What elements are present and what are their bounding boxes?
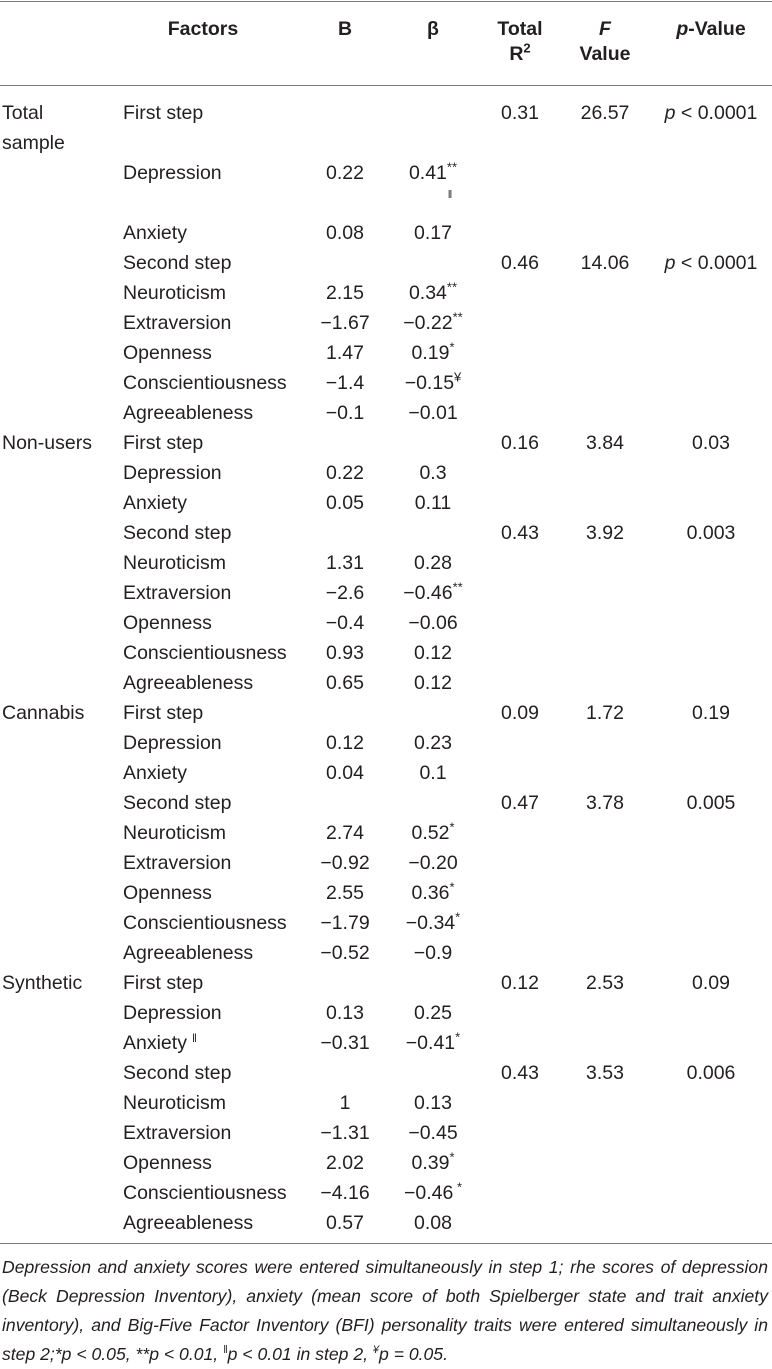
beta-cell: 0.34** — [408, 279, 458, 304]
b-cell: 0.12 — [326, 732, 364, 754]
p-value-cell: p < 0.0001 — [664, 252, 758, 274]
r2-cell: 0.43 — [501, 1062, 539, 1084]
beta-cell: −0.46** — [403, 579, 463, 604]
factor-cell: Conscientiousness — [123, 1182, 287, 1204]
header-b: B — [337, 18, 353, 40]
beta-cell: 0.11 — [414, 492, 452, 514]
b-cell: 0.22 — [326, 462, 364, 484]
beta-cell: −0.45 — [408, 1122, 458, 1144]
p-value-cell: 0.03 — [692, 432, 730, 454]
factor-cell: First step — [123, 702, 204, 724]
factor-cell: Openness — [123, 612, 212, 634]
b-cell: −0.52 — [320, 942, 370, 964]
r2-cell: 0.43 — [501, 522, 539, 544]
f-value-cell: 1.72 — [586, 702, 624, 724]
b-cell: 1.31 — [326, 552, 364, 574]
beta-cell: −0.06 — [408, 612, 458, 634]
factor-cell: Depression — [123, 732, 222, 754]
factor-cell: Neuroticism — [123, 282, 226, 304]
beta-cell: −0.34* — [405, 909, 461, 934]
factor-cell: Anxiety — [123, 222, 187, 244]
b-cell: 0.05 — [326, 492, 364, 514]
beta-cell: 0.13 — [414, 1092, 452, 1114]
beta-cell: 0.12 — [414, 642, 452, 664]
group-label: Non-users — [2, 432, 92, 454]
b-cell: 0.04 — [326, 762, 364, 784]
f-value-cell: 2.53 — [586, 972, 624, 994]
beta-cell: 0.12 — [414, 672, 452, 694]
factor-cell: Extraversion — [123, 1122, 232, 1144]
group-label: Cannabis — [2, 702, 85, 724]
p-value-cell: 0.19 — [692, 702, 730, 724]
beta-cell: 0.3 — [419, 462, 447, 484]
group-label: Total sample — [2, 102, 65, 154]
r2-cell: 0.47 — [501, 792, 539, 814]
b-cell: 1 — [339, 1092, 351, 1114]
r2-cell: 0.31 — [501, 102, 539, 124]
p-value-cell: 0.005 — [686, 792, 736, 814]
beta-cell: 0.25 — [414, 1002, 452, 1024]
b-cell: 0.57 — [326, 1212, 364, 1234]
r2-cell: 0.09 — [501, 702, 539, 724]
header-factors: Factors — [167, 18, 239, 40]
beta-cell: −0.01 — [408, 402, 458, 424]
factor-cell: Conscientiousness — [123, 642, 287, 664]
r2-cell: 0.46 — [501, 252, 539, 274]
factor-cell: Neuroticism — [123, 1092, 226, 1114]
factor-cell: Anxiety — [123, 762, 187, 784]
beta-cell: −0.15¥ — [404, 369, 462, 394]
beta-cell: −0.46 * — [403, 1179, 462, 1204]
beta-cell: 0.17 — [414, 222, 452, 244]
b-cell: 0.65 — [326, 672, 364, 694]
f-value-cell: 3.84 — [586, 432, 624, 454]
factor-cell: First step — [123, 432, 204, 454]
beta-cell: 0.08 — [414, 1212, 452, 1234]
f-value-cell: 3.53 — [586, 1062, 624, 1084]
beta-cell: 0.28 — [414, 552, 452, 574]
header-bottom-rule — [0, 85, 772, 86]
factor-cell: Depression — [123, 462, 222, 484]
r2-cell: 0.12 — [501, 972, 539, 994]
factor-cell: Second step — [123, 252, 232, 274]
factor-cell: Agreeableness — [123, 672, 254, 694]
beta-cell: −0.20 — [408, 852, 458, 874]
factor-cell: Neuroticism — [123, 822, 226, 844]
factor-cell: Agreeableness — [123, 402, 254, 424]
table-bottom-rule — [0, 1243, 772, 1244]
factor-cell: Openness — [123, 882, 212, 904]
b-cell: 2.55 — [326, 882, 364, 904]
beta-cell: 0.36* — [411, 879, 455, 904]
table-footnote: Depression and anxiety scores were entered simultaneously in step 1; rhe scores of depression (Beck Depression Inventory), anxiety (mean score of both Spielberger state and trait anxiety inventory), and Big-Five Factor Inventory (BFI) personality traits were entered simultaneously in step 2;*p < 0.05, **p < 0.01, $^ǁ$p < 0.01 in step 2, ¥p = 0.05. — [2, 1257, 768, 1364]
factor-cell: Agreeableness — [123, 942, 254, 964]
p-value-cell: 0.09 — [692, 972, 730, 994]
beta-cell: −0.9 — [413, 942, 453, 964]
header-f-value: F Value — [579, 18, 631, 65]
f-value-cell: 3.78 — [586, 792, 624, 814]
b-cell: −2.6 — [325, 582, 365, 604]
factor-cell: Conscientiousness — [123, 912, 287, 934]
beta-cell: −0.41* — [405, 1029, 461, 1054]
factor-cell: Second step — [123, 1062, 232, 1084]
b-cell: −0.31 — [320, 1032, 370, 1054]
factor-cell: Agreeableness — [123, 1212, 254, 1234]
header-total-r2: Total $R^2$ — [497, 18, 543, 65]
b-cell: 1.47 — [326, 342, 364, 364]
factor-cell: Depression — [123, 1002, 222, 1024]
beta-cell: 0.41** ǁ — [408, 159, 458, 201]
b-cell: 0.13 — [326, 1002, 364, 1024]
b-cell: 2.02 — [326, 1152, 364, 1174]
factor-cell: First step — [123, 972, 204, 994]
beta-cell: 0.52* — [411, 819, 455, 844]
header-beta: β — [427, 18, 439, 40]
group-label: Synthetic — [2, 972, 83, 994]
factor-cell: Openness — [123, 1152, 212, 1174]
b-cell: −0.4 — [325, 612, 365, 634]
p-value-cell: 0.003 — [686, 522, 736, 544]
factor-cell: First step — [123, 102, 204, 124]
factor-cell: Extraversion — [123, 312, 232, 334]
header-p-value: p-Value — [676, 18, 746, 40]
f-value-cell: 14.06 — [580, 252, 630, 274]
b-cell: −0.1 — [325, 402, 365, 424]
b-cell: −1.79 — [320, 912, 370, 934]
factor-cell: Second step — [123, 792, 232, 814]
b-cell: 0.22 — [326, 162, 364, 184]
factor-cell: Anxiety $^ǁ$ — [123, 1030, 197, 1054]
p-value-cell: p < 0.0001 — [664, 102, 758, 124]
r2-cell: 0.16 — [501, 432, 539, 454]
f-value-cell: 3.92 — [586, 522, 624, 544]
beta-cell: 0.39* — [411, 1149, 455, 1174]
factor-cell: Anxiety — [123, 492, 187, 514]
factor-cell: Neuroticism — [123, 552, 226, 574]
b-cell: −0.92 — [320, 852, 370, 874]
b-cell: −1.4 — [325, 372, 365, 394]
factor-cell: Extraversion — [123, 852, 232, 874]
b-cell: 0.08 — [326, 222, 364, 244]
beta-cell: −0.22** — [403, 309, 463, 334]
beta-cell: 0.1 — [419, 762, 447, 784]
b-cell: 2.74 — [326, 822, 364, 844]
factor-cell: Extraversion — [123, 582, 232, 604]
b-cell: 0.93 — [326, 642, 364, 664]
b-cell: −1.31 — [320, 1122, 370, 1144]
factor-cell: Second step — [123, 522, 232, 544]
b-cell: −1.67 — [320, 312, 370, 334]
f-value-cell: 26.57 — [580, 102, 630, 124]
p-value-cell: 0.006 — [686, 1062, 736, 1084]
factor-cell: Depression — [123, 162, 222, 184]
factor-cell: Conscientiousness — [123, 372, 287, 394]
beta-cell: 0.23 — [414, 732, 452, 754]
b-cell: 2.15 — [326, 282, 364, 304]
table-top-rule — [0, 1, 772, 2]
factor-cell: Openness — [123, 342, 212, 364]
b-cell: −4.16 — [320, 1182, 370, 1204]
beta-cell: 0.19* — [411, 339, 455, 364]
